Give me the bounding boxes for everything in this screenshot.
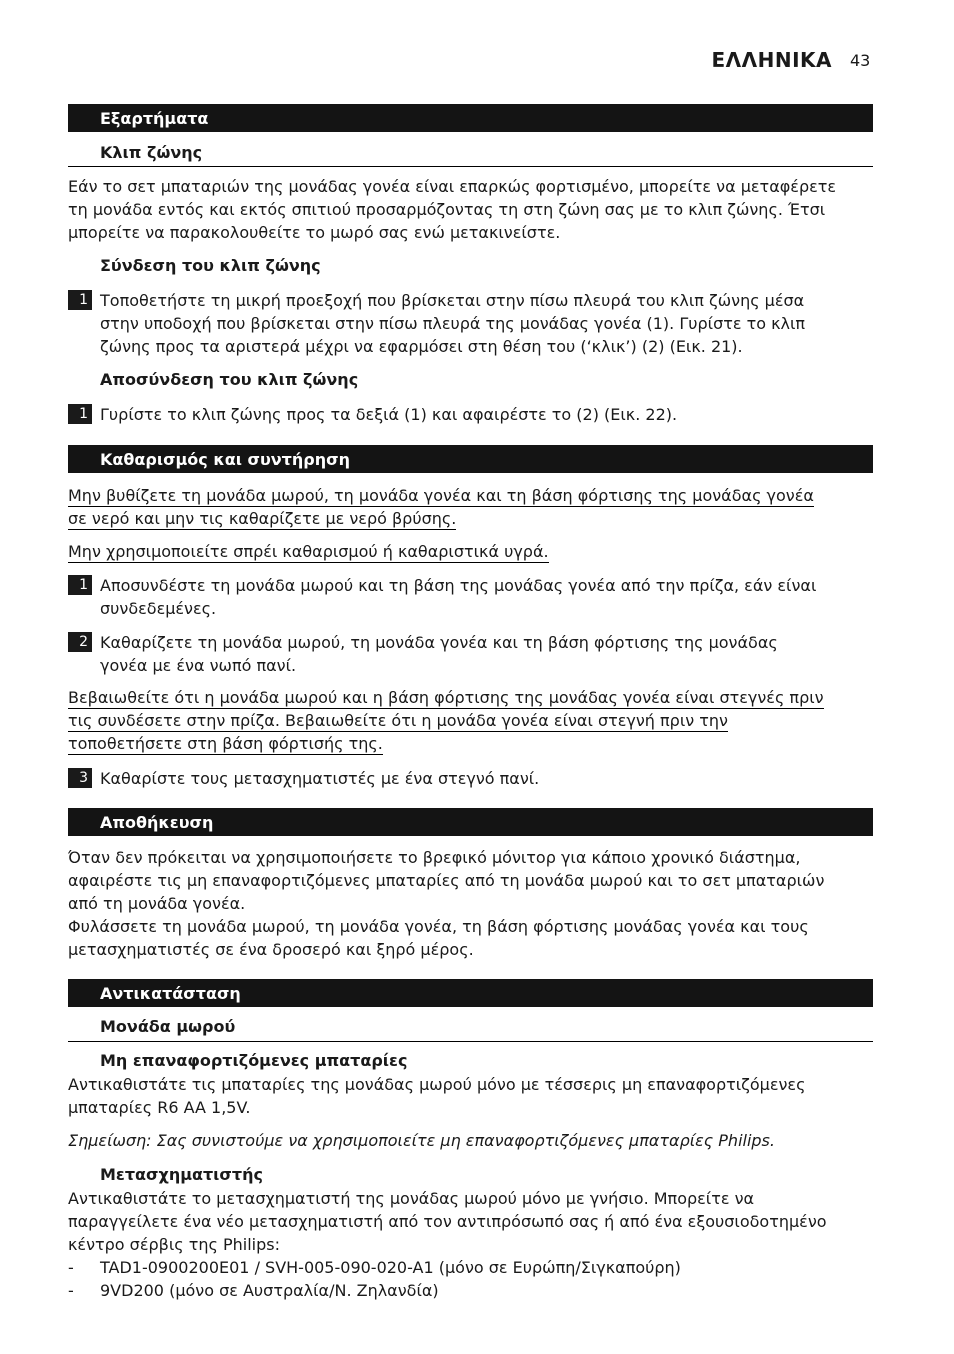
belt-clip-intro: Εάν το σετ μπαταριών της μονάδας γονέα είναι επαρκώς φορτισμένο, μπορείτε να μεταφέρετε τη μονάδα εντός και εκτός σπιτιού προσαρμόζοντας τη στη ζώνη σας με το κλιπ ζώνης. Έτσι μπορείτε να παρακολουθείτε το μωρό σας ενώ μετακινείστε. (68, 177, 837, 242)
section-heading-cleaning: Καθαρισμός και συντήρηση (68, 445, 873, 473)
section-heading-storage: Αποθήκευση (68, 808, 873, 836)
storage-text: Όταν δεν πρόκειται να χρησιμοποιήσετε το βρεφικό μόνιτορ για κάποιο χρονικό διάστημα, αφαιρέστε τις μη επαναφορτιζόμενες μπαταρίες από τη μονάδα μωρού και το σετ μπαταριών από τη μονάδα γονέα. Φυλάσσετε τη μονάδα μωρού, τη μονάδα γονέα, τη βάση φόρτισης μονάδας γονέα και τους μετασχηματιστές σε ένα δροσερό και ξηρό μέρος. (68, 848, 825, 959)
subheading-baby-unit: Μονάδα μωρού (100, 1017, 236, 1036)
adapter-text: Αντικαθιστάτε το μετασχηματιστή της μονάδας μωρού μόνο με γνήσιο. Μπορείτε να παραγγείλετε ένα νέο μετασχηματιστή από τον αντιπρόσωπό σας ή από ένα εξουσιοδοτημένο κέντρο σέρβις της Philips: (68, 1189, 827, 1254)
batteries-note: Σημείωση: Σας συνιστούμε να χρησιμοποιείτε μη επαναφορτιζόμενες μπαταρίες Philips. (68, 1131, 775, 1150)
step-number: 1 (68, 404, 92, 424)
manual-page: ΕΛΛΗΝΙΚΑ 43 Εξαρτήματα Κλιπ ζώνης Εάν το σετ μπαταριών της μονάδας γονέα είναι επαρκώς φορτισμένο, μπορείτε να μεταφέρετε τη μονάδα εντός και εκτός σπιτιού προσαρμόζοντας τη στη ζώνη σας με το κλιπ ζώνης. Έτσι μπορείτε να παρακολουθείτε το μωρό σας ενώ μετακινείστε. Σύνδεση του κλιπ ζώνης 1 Τοποθετήστε τη μικρή προεξοχή που βρίσκεται στην πίσω πλευρά του κλιπ ζώνης μέσα στην υποδοχή που βρίσκεται στην πίσω πλευρά της μονάδας γονέα (1). Γυρίστε το κλιπ ζώνης προς τα αριστερά μέχρι να εφαρμόσει στη θέση του (‘κλικ’) (2) (Εικ. 21). Αποσύνδεση του κλιπ ζώνης 1 Γυρίστε το κλιπ ζώνης προς τα δεξιά (1) και αφαιρέστε το (2) (Εικ. 22). Καθαρισμός και συντήρηση Μην βυθίζετε τη μονάδα μωρού, τη μονάδα γονέα και τη βάση φόρτισης της μονάδας γονέα σε νερό και μην τις καθαρίζετε με νερό βρύσης. Μην χρησιμοποιείτε σπρέι καθαρισμού ή καθαριστικά υγρά. 1 Αποσυνδέστε τη μονάδα μωρού και τη βάση της μονάδας γονέα από την πρίζα, εάν είναι συνδεδεμένες. 2 Καθαρίζετε τη μονάδα μωρού, τη μονάδα γονέα και τη βάση φόρτισης της μονάδας γονέα με ένα νωπό πανί. Βεβαιωθείτε ότι η μονάδα μωρού και η βάση φόρτισης της μονάδας γονέα είναι στεγνές πριν τις συνδέσετε στην πρίζα. Βεβαιωθείτε ότι η μονάδα γονέα είναι στεγνή πριν την τοποθετήσετε στη βάση φόρτισής της. 3 Καθαρίστε τους μετασχηματιστές με ένα στεγνό πανί. Αποθήκευση Όταν δεν πρόκειται να χρησιμοποιήσετε το βρεφικό μόνιτορ για κάποιο χρονικό διάστημα, αφαιρέστε τις μη επαναφορτιζόμενες μπαταρίες από τη μονάδα μωρού και το σετ μπαταριών από τη μονάδα γονέα. Φυλάσσετε τη μονάδα μωρού, τη μονάδα γονέα, τη βάση φόρτισης μονάδας γονέα και τους μετασχηματιστές σε ένα δροσερό και ξηρό μέρος. Αντικατάσταση Μονάδα μωρού Μη επαναφορτιζόμενες μπαταρίες Αντικαθιστάτε τις μπαταρίες της μονάδας μωρού μόνο με τέσσερις μη επαναφορτιζόμενες μπαταρίες R6 AA 1,5V. Σημείωση: Σας συνιστούμε να χρησιμοποιείτε μη επαναφορτιζόμενες μπαταρίες Philips. Μετασχηματιστής Αντικαθιστάτε το μετασχηματιστή της μονάδας μωρού μόνο με γνήσιο. Μπορείτε να παραγγείλετε ένα νέο μετασχηματιστή από τον αντιπρόσωπό σας ή από ένα εξουσιοδοτημένο κέντρο σέρβις της Philips: - TAD1-0900200E01 / SVH-005-090-020-A1 (μόνο σε Ευρώπη/Σιγκαπούρη) - 9VD200 (μόνο σε Αυστραλία/Ν. Ζηλανδία) (0, 0, 954, 1354)
subheading-detach-clip: Αποσύνδεση του κλιπ ζώνης (100, 370, 359, 389)
cleaning-warning-1: Μην βυθίζετε τη μονάδα μωρού, τη μονάδα γονέα και τη βάση φόρτισης της μονάδας γονέα σε νερό και μην τις καθαρίζετε με νερό βρύσης. (68, 486, 814, 528)
section-heading-accessories: Εξαρτήματα (68, 104, 873, 132)
language-label: ΕΛΛΗΝΙΚΑ (711, 48, 832, 72)
step-number: 1 (68, 575, 92, 595)
cleaning-warning-2: Μην χρησιμοποιείτε σπρέι καθαρισμού ή καθαριστικά υγρά. (68, 542, 549, 561)
section-heading-replacement: Αντικατάσταση (68, 979, 873, 1007)
cleaning-warning-3: Βεβαιωθείτε ότι η μονάδα μωρού και η βάση φόρτισης της μονάδας γονέα είναι στεγνές πριν τις συνδέσετε στην πρίζα. Βεβαιωθείτε ότι η μονάδα γονέα είναι στεγνή πριν την τοποθετήσετε στη βάση φόρτισής της. (68, 688, 824, 753)
step-number: 2 (68, 632, 92, 652)
subheading-belt-clip: Κλιπ ζώνης (100, 143, 203, 162)
divider (68, 166, 873, 167)
step-number: 3 (68, 768, 92, 788)
batteries-text: Αντικαθιστάτε τις μπαταρίες της μονάδας μωρού μόνο με τέσσερις μη επαναφορτιζόμενες μπαταρίες R6 AA 1,5V. (68, 1075, 806, 1117)
subheading-batteries: Μη επαναφορτιζόμενες μπαταρίες (100, 1051, 408, 1070)
subheading-adapter: Μετασχηματιστής (100, 1165, 263, 1184)
step-number: 1 (68, 290, 92, 310)
subheading-attach-clip: Σύνδεση του κλιπ ζώνης (100, 256, 321, 275)
page-number: 43 (850, 51, 871, 70)
divider (68, 1041, 873, 1042)
